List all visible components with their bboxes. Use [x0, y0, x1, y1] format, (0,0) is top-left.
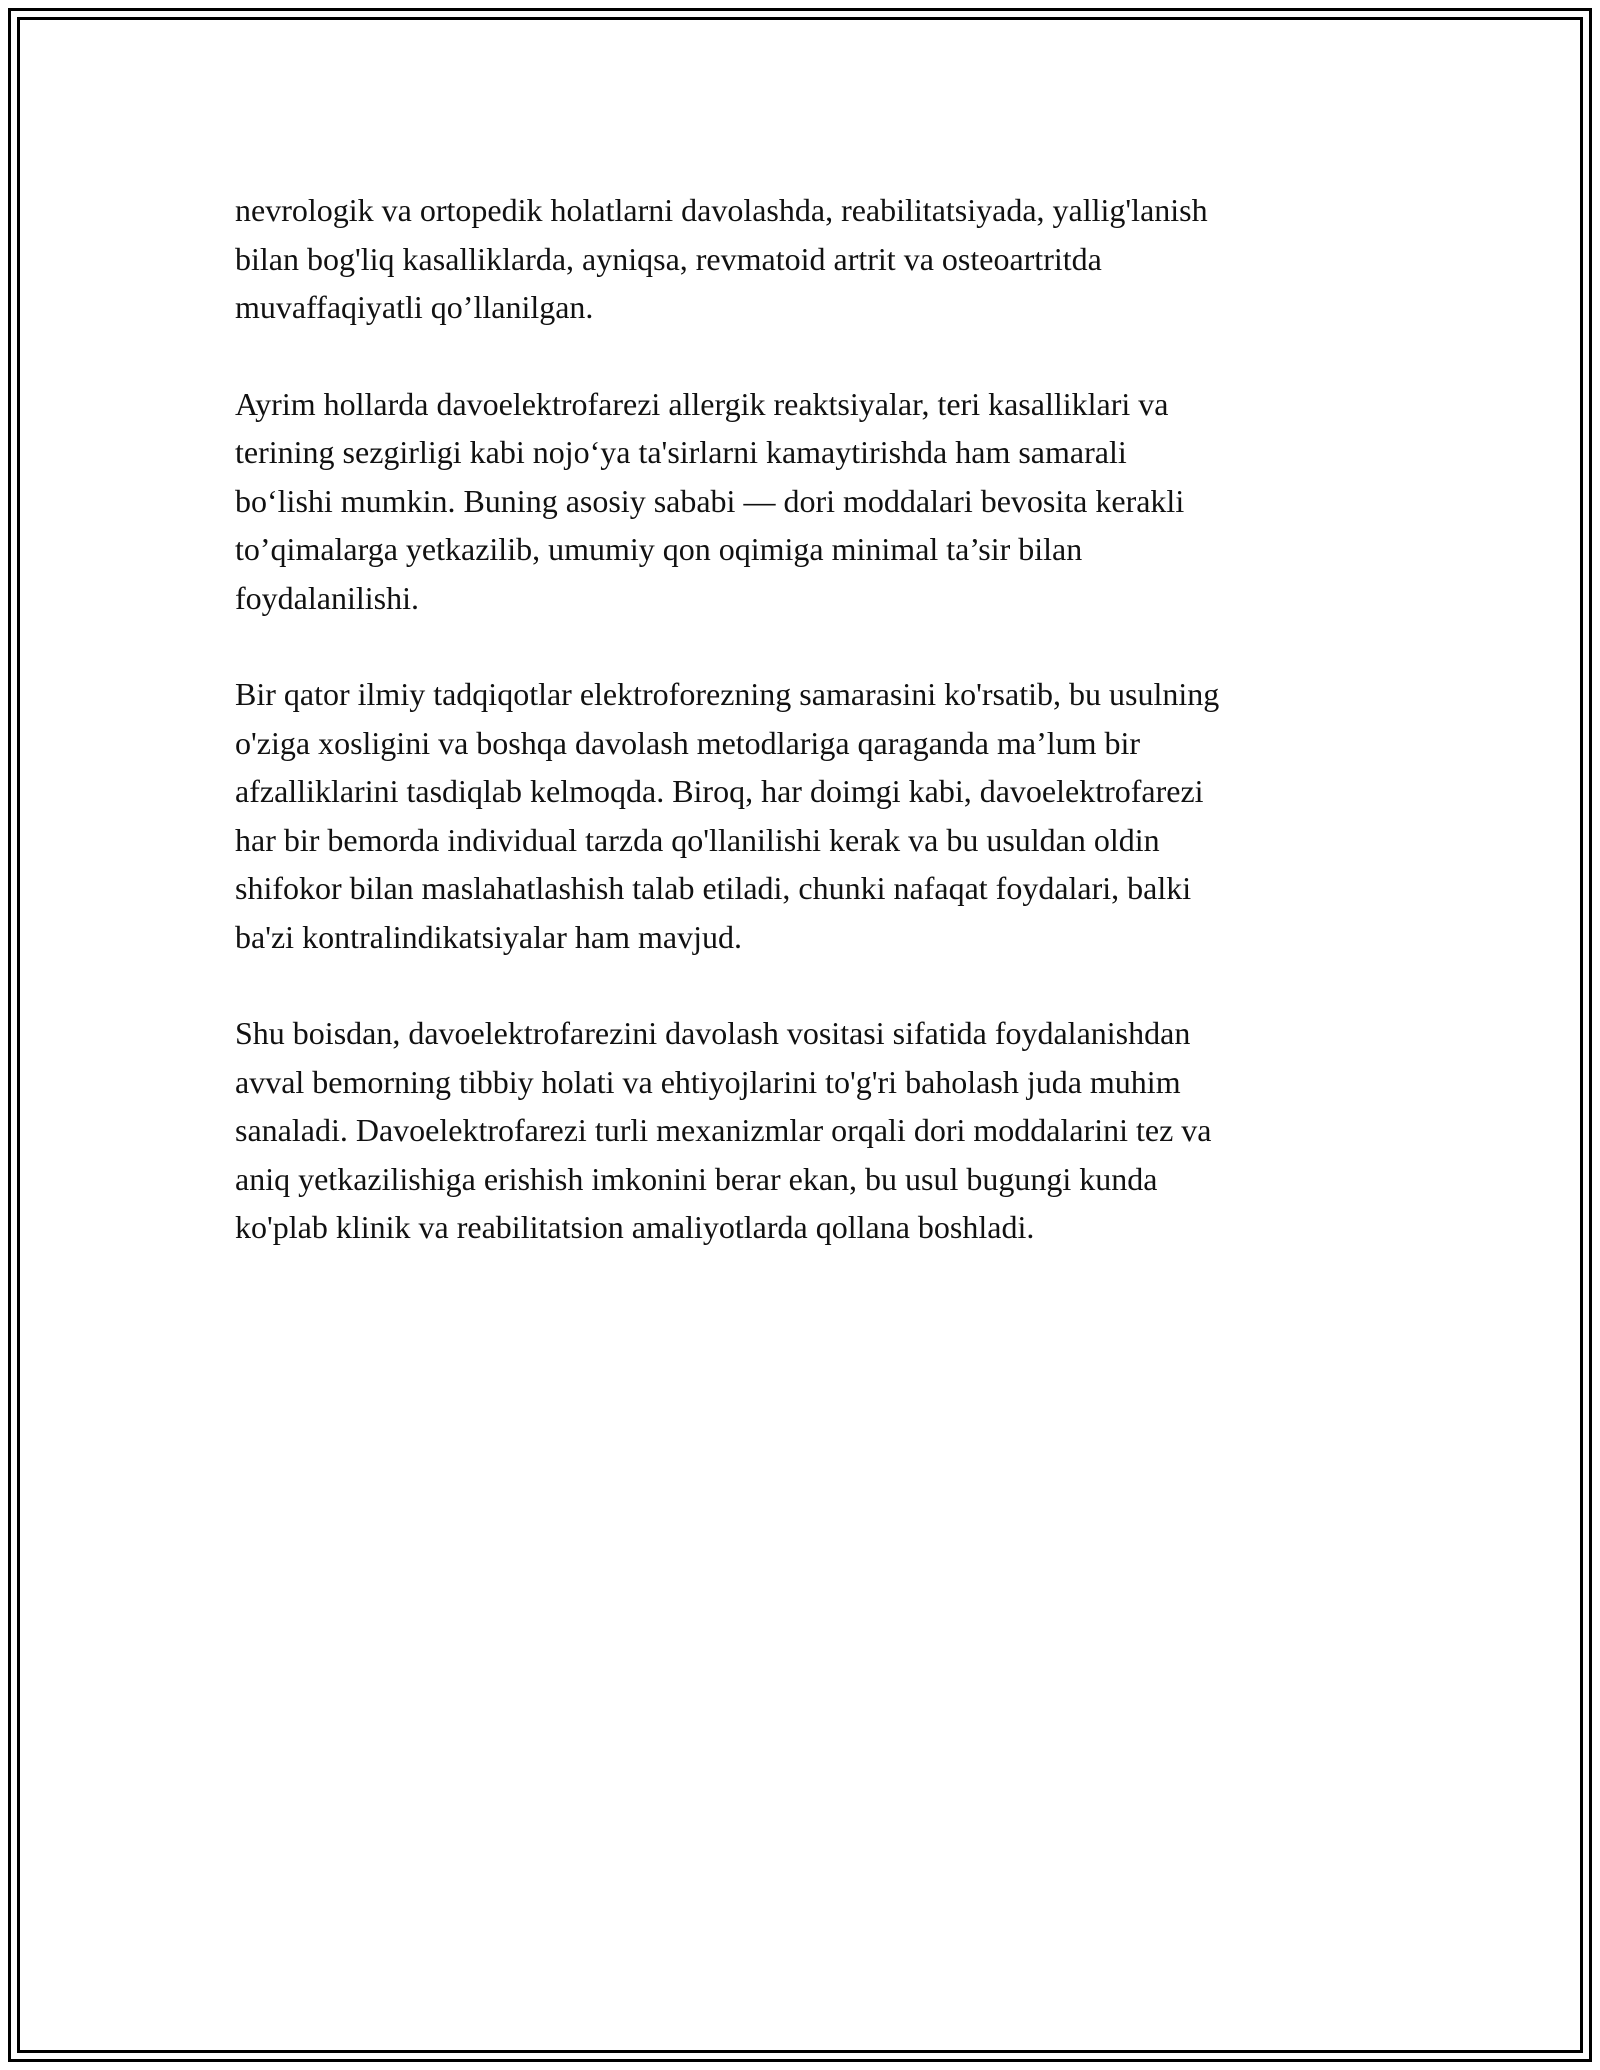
paragraph-1	[235, 186, 1375, 332]
text-line: Ayrim hollarda davoelektrofarezi allergik reaktsiyalar, teri kasalliklari va	[235, 385, 1169, 422]
text-line: sanaladi. Davoelektrofarezi turli mexanizmlar orqali dori moddalarini tez va	[235, 1112, 1212, 1148]
text-line: terining sezgirligi kabi nojo‘ya ta'sirlarni kamaytirishda ham samarali	[235, 434, 1127, 470]
text-line: Bir qator ilmiy tadqiqotlar elektroforezning samarasini ko'rsatib, bu usulning	[235, 676, 1220, 712]
text-line: o'ziga xosligini va boshqa davolash metodlariga qaraganda ma’lum bir	[235, 724, 1141, 761]
text-line: muvaffaqiyatli qo’llanilgan.	[235, 289, 594, 325]
text-line: bilan bog'liq kasalliklarda, ayniqsa, revmatoid artrit va osteoartritda	[235, 240, 1102, 277]
paragraph-3	[235, 670, 1375, 961]
text-line: ko'plab klinik va reabilitatsion amaliyotlarda qollana boshladi.	[235, 1209, 1035, 1245]
document-body	[235, 186, 1375, 1300]
text-line: Shu boisdan, davoelektrofarezini davolash vositasi sifatida foydalanishdan	[235, 1015, 1191, 1051]
text-line: avval bemorning tibbiy holati va ehtiyojlarini to'g'ri baholash juda muhim	[235, 1063, 1181, 1100]
text-line: shifokor bilan maslahatlashish talab etiladi, chunki nafaqat foydalari, balki	[235, 870, 1192, 906]
text-line: bo‘lishi mumkin. Buning asosiy sababi — dori moddalari bevosita kerakli	[235, 482, 1185, 519]
text-line: afzalliklarini tasdiqlab kelmoqda. Biroq, har doimgi kabi, davoelektrofarezi	[235, 773, 1204, 809]
text-line: ba'zi kontralindikatsiyalar ham mavjud.	[235, 918, 742, 955]
text-line: nevrologik va ortopedik holatlarni davolashda, reabilitatsiyada, yallig'lanish	[235, 192, 1208, 228]
text-line: to’qimalarga yetkazilib, umumiy qon oqimiga minimal ta’sir bilan	[235, 531, 1083, 567]
paragraph-2	[235, 380, 1375, 623]
paragraph-4	[235, 1009, 1375, 1252]
text-line: foydalanilishi.	[235, 579, 419, 616]
text-line: har bir bemorda individual tarzda qo'llanilishi kerak va bu usuldan oldin	[235, 821, 1160, 858]
text-line: aniq yetkazilishiga erishish imkonini berar ekan, bu usul bugungi kunda	[235, 1160, 1158, 1197]
